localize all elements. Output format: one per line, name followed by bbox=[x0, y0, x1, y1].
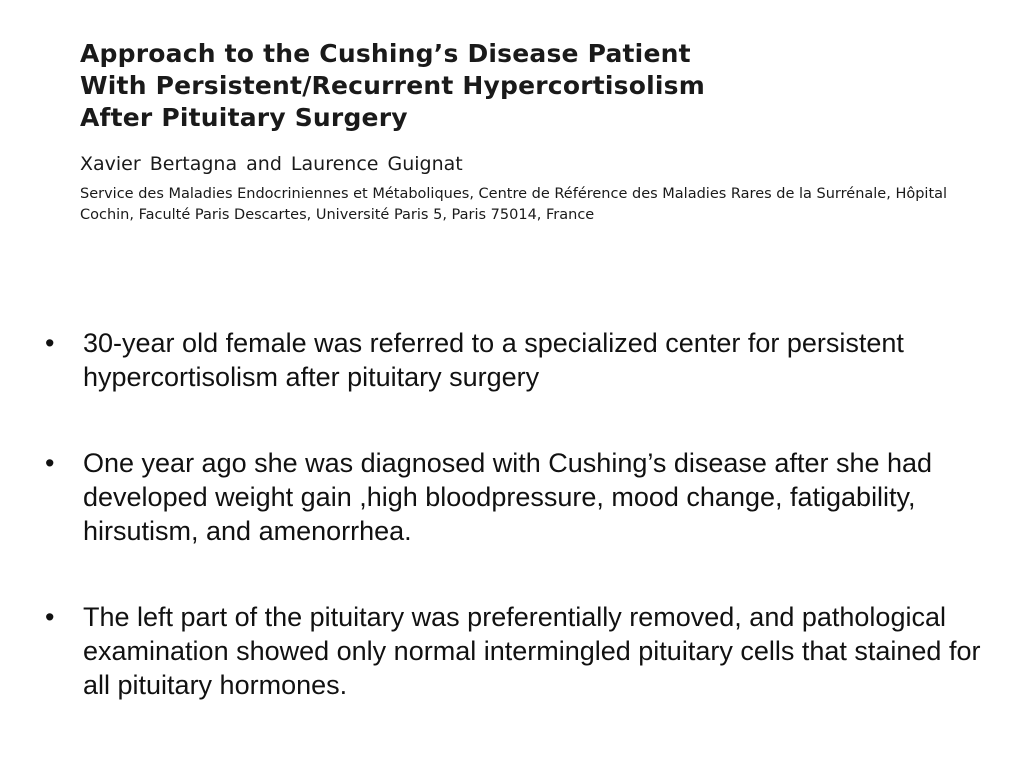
paper-affiliation: Service des Maladies Endocriniennes et Métaboliques, Centre de Référence des Maladies Rares de la Surrénale, Hôpital Cochin, Faculté Paris Descartes, Université Paris 5, Paris 75014, France bbox=[80, 186, 948, 223]
bullet-marker: • bbox=[45, 602, 55, 632]
paper-title-line: After Pituitary Surgery bbox=[80, 103, 408, 132]
bullet-item bbox=[45, 600, 985, 702]
bullet-text: 30-year old female was referred to a specialized center for persistent hypercortisolism after pituitary surgery bbox=[83, 328, 904, 392]
bullet-text: The left part of the pituitary was preferentially removed, and pathological examination showed only normal intermingled pituitary cells that stained for all pituitary hormones. bbox=[83, 602, 981, 700]
bullet-marker: • bbox=[45, 448, 55, 478]
bullet-marker: • bbox=[45, 328, 55, 358]
paper-title bbox=[80, 38, 980, 134]
paper-title-line: With Persistent/Recurrent Hypercortisolism bbox=[80, 71, 705, 100]
paper-authors: Xavier Bertagna and Laurence Guignat bbox=[80, 153, 463, 175]
bullet-text: One year ago she was diagnosed with Cushing’s disease after she had developed weight gain ,high bloodpressure, mood change, fatigability, hirsutism, and amenorrhea. bbox=[83, 448, 933, 546]
paper-title-line: Approach to the Cushing’s Disease Patient bbox=[80, 39, 691, 68]
bullet-item bbox=[45, 326, 985, 394]
paper-header-excerpt bbox=[80, 38, 980, 226]
bullet-list bbox=[45, 326, 985, 754]
bullet-item bbox=[45, 446, 985, 548]
